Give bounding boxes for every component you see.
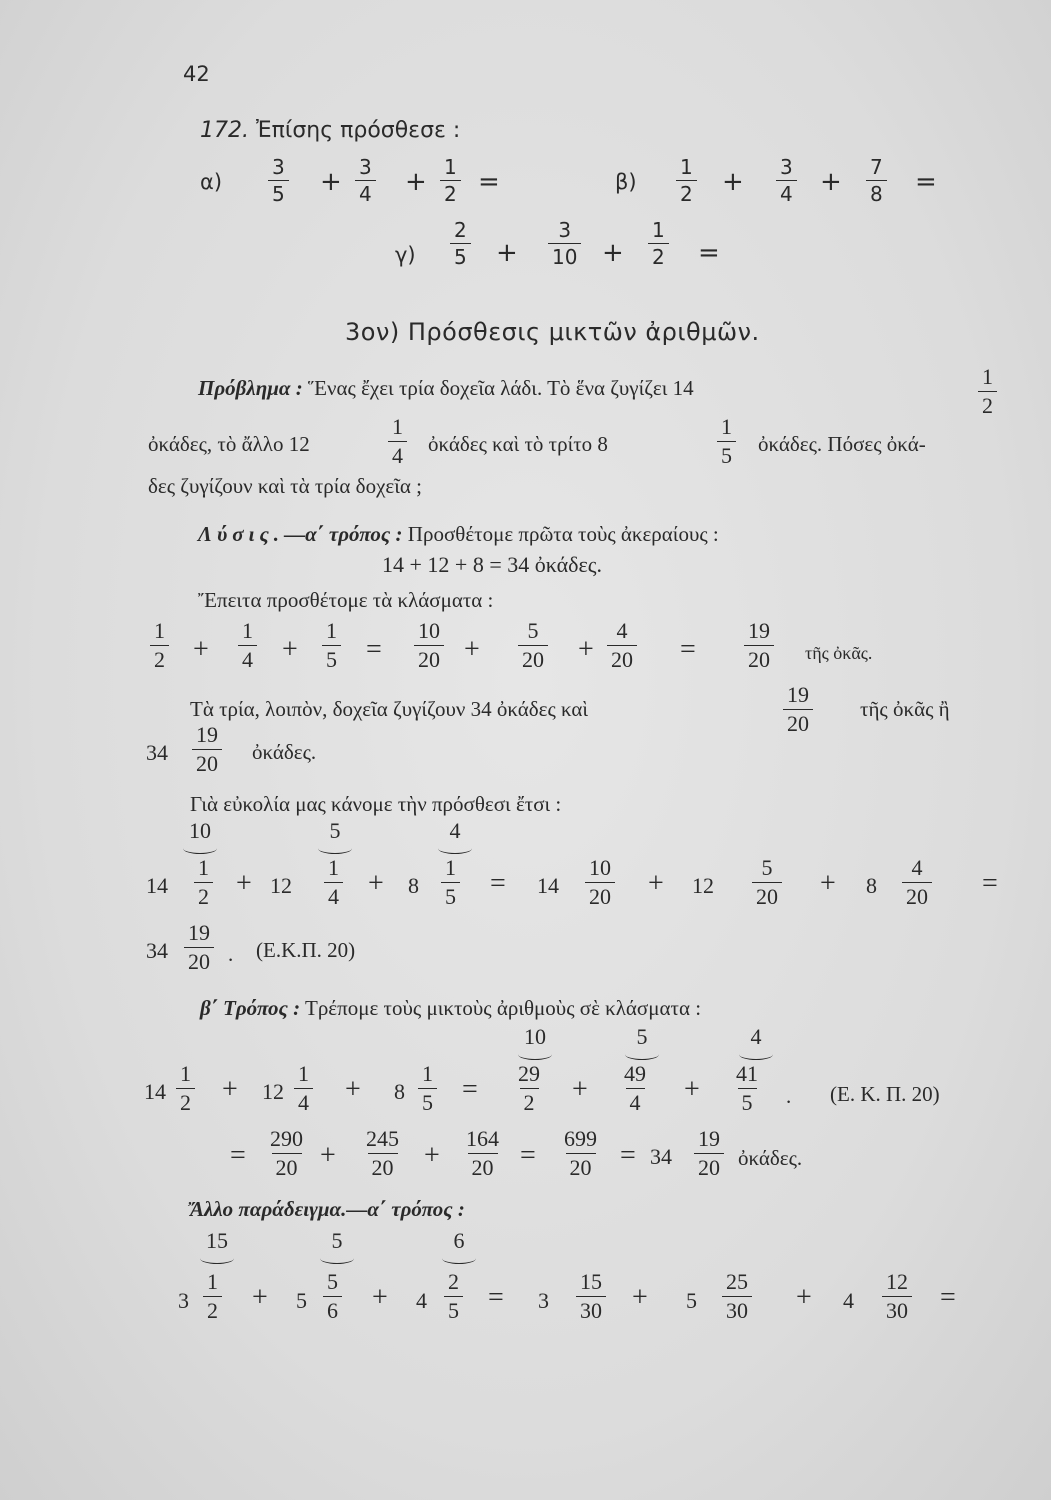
plus: + [222, 1074, 238, 1105]
problem-line-2b: ὀκάδες καὶ τὸ τρίτο 8 [428, 432, 608, 456]
lcd-multiplier: 15 [200, 1230, 234, 1264]
section-title: 3ον) Πρόσθεσις μικτῶν ἀριθμῶν. [345, 318, 760, 346]
plus: + [252, 1282, 268, 1313]
fraction: 1 2 [676, 157, 697, 204]
equals: = [478, 167, 500, 197]
whole: 12 [692, 873, 714, 898]
other-example-header [190, 1197, 465, 1222]
fraction: 10 20 [414, 620, 444, 671]
plus: + [405, 167, 427, 197]
fraction: 49 4 [624, 1061, 646, 1115]
fraction: 19 20 [783, 684, 813, 735]
fraction: 1 2 [194, 857, 213, 908]
label-c: γ) [395, 243, 416, 267]
equals: = [698, 238, 720, 268]
plus: + [648, 868, 664, 899]
fraction: 245 20 [366, 1126, 399, 1180]
plus: + [572, 1074, 588, 1105]
fraction: 290 20 [270, 1126, 303, 1180]
plus: + [496, 238, 518, 268]
whole: 4 [416, 1288, 427, 1313]
fraction: 10 20 [585, 857, 615, 908]
lcd-multiplier: 4 [438, 820, 472, 854]
fraction: 15 30 [576, 1271, 606, 1322]
whole: 8 [408, 873, 419, 898]
brace-icon [442, 1253, 476, 1264]
solution-label: Λύσις. [198, 522, 285, 546]
whole: 4 [843, 1288, 854, 1313]
unit-label: ὀκάδες. [738, 1146, 803, 1170]
plus: + [424, 1140, 440, 1171]
sum-integers: 14 + 12 + 8 = 34 ὀκάδες. [382, 552, 602, 577]
equals: = [982, 868, 998, 899]
other-label: Ἄλλο παράδειγμα. [190, 1197, 347, 1221]
equals: = [230, 1140, 246, 1171]
result-line-1: Τὰ τρία, λοιπὸν, δοχεῖα ζυγίζουν 34 ὀκάδες καὶ [190, 697, 589, 721]
plus: + [372, 1282, 388, 1313]
lcd-multiplier: 4 [739, 1026, 773, 1060]
problem-line-2a: ὀκάδες, τὸ ἄλλο 12 [148, 432, 310, 456]
brace-icon [320, 1253, 354, 1264]
lcd-multiplier: 6 [442, 1230, 476, 1264]
way1-label: —α΄ τρόπος : [284, 522, 403, 546]
brace-icon [318, 843, 352, 854]
book-page: 42 172. Ἐπίσης πρόσθεσε : α) 3 5 + 3 4 + 1 2 = β) 1 2 + 3 4 + 7 8 = γ) 2 5 + 3 10 + 1 2 = 3ον) Πρόσθεσις μικτῶν ἀριθμῶν. Πρόβλημα : Ἕνας ἔχει τρία δοχεῖα λάδι. Τὸ ἕνα ζυγίζει 14 1 2 ὀκάδες, τὸ ἄλλο 12 1 4 ὀκάδες καὶ τὸ τρίτο 8 1 5 ὀκάδες. Πόσες ὀκά- δες ζυγίζουν καὶ τὰ τρία δοχεῖα ; Λύσις.—α΄ τρόπος : Προσθέτομε πρῶτα τοὺς ἀκεραίους : 14 + 12 + 8 = 34 ὀκάδες. Ἔπειτα προσθέτομε τὰ κλάσματα : 1 2 + 1 4 + 1 5 = 10 20 + 5 20 + 4 20 = 19 20 τῆς ὀκᾶς. Τὰ τρία, λοιπὸν, δοχεῖα ζυγίζουν 34 ὀκάδες καὶ 19 20 τῆς ὀκᾶς ἢ 34 19 20 ὀκάδες. Γιὰ εὐκολία μας κάνομε τὴν πρόσθεσι ἔτσι : 10 5 4 14 1 2 + 12 1 4 + 8 1 5 = 14 10 20 + 12 5 20 + 8 4 20 = 34 19 20 . (Ε.Κ.Π. 20) β΄ Τρόπος : Τρέπομε τοὺς μικτοὺς ἀριθμοὺς σὲ κλάσματα : 10 5 4 14 1 2 + 12 1 4 + 8 1 5 = 29 2 + 49 4 + 41 5 . (Ε. Κ. Π. 20) = 290 20 + 245 20 + 164 20 = 699 20 = 34 19 20 ὀκάδες. Ἄλλο παράδειγμα.—α΄ τρόπος : 15 5 6 3 1 2 + 5 5 6 + 4 2 5 = 3 15 30 + 5 25 30 + 4 12 30 = [0, 0, 1051, 1500]
plus: + [796, 1282, 812, 1313]
label-a: α) [200, 170, 223, 194]
lcd-note: (Ε. Κ. Π. 20) [830, 1082, 940, 1106]
exercise-text: Ἐπίσης πρόσθεσε : [255, 118, 461, 143]
equals: = [462, 1074, 478, 1105]
whole: 14 [144, 1079, 166, 1104]
lcd-multiplier: 10 [183, 820, 217, 854]
plus: + [345, 1074, 361, 1105]
result-whole: 34 [146, 938, 168, 963]
fraction: 5 6 [323, 1271, 342, 1322]
brace-icon [518, 1049, 552, 1060]
way2-label: β΄ Τρόπος : [200, 996, 301, 1020]
fraction: 1 4 [324, 857, 343, 908]
fraction: 25 30 [722, 1271, 752, 1322]
fraction: 1 5 [441, 857, 460, 908]
plus: + [684, 1074, 700, 1105]
whole: 8 [394, 1079, 405, 1104]
exercise-172 [200, 118, 460, 143]
whole: 14 [146, 873, 168, 898]
whole: 12 [270, 873, 292, 898]
other-way-label: —α΄ τρόπος : [346, 1197, 465, 1221]
fraction: 1 2 [150, 620, 169, 671]
problem-text: Ἕνας ἔχει τρία δοχεῖα λάδι. Τὸ ἕνα ζυγίζει 14 [308, 376, 694, 400]
brace-icon [625, 1049, 659, 1060]
fraction: 2 5 [450, 220, 471, 267]
fraction: 1 2 [648, 220, 669, 267]
whole: 8 [866, 873, 877, 898]
fraction: 7 8 [866, 157, 887, 204]
equals: = [490, 868, 506, 899]
plus: + [368, 868, 384, 899]
fraction: 1 2 [176, 1063, 195, 1114]
whole: 12 [262, 1079, 284, 1104]
way2-text: Τρέπομε τοὺς μικτοὺς ἀριθμοὺς σὲ κλάσματα : [305, 996, 702, 1020]
page-number: 42 [183, 62, 210, 86]
brace-icon [200, 1253, 234, 1264]
lcd-multiplier: 5 [320, 1230, 354, 1264]
fraction: 1 4 [294, 1063, 313, 1114]
fraction: 1 5 [322, 620, 341, 671]
whole: 3 [538, 1288, 549, 1313]
whole: 14 [537, 873, 559, 898]
fraction: 29 2 [518, 1061, 540, 1115]
equals: = [488, 1282, 504, 1313]
fraction: 4 20 [607, 620, 637, 671]
equals: = [620, 1140, 636, 1171]
label-b: β) [615, 170, 637, 194]
plus: + [193, 634, 209, 665]
problem-line-2c: ὀκάδες. Πόσες ὀκά- [758, 432, 926, 456]
brace-icon [438, 843, 472, 854]
plus: + [602, 238, 624, 268]
fraction: 699 20 [564, 1126, 597, 1180]
fraction: 1 5 [717, 416, 736, 467]
brace-icon [739, 1049, 773, 1060]
fraction: 1 4 [238, 620, 257, 671]
fraction: 3 4 [776, 157, 797, 204]
result-line-2b: ὀκάδες. [252, 740, 317, 764]
whole: 5 [296, 1288, 307, 1313]
plus: + [236, 868, 252, 899]
fraction: 164 20 [466, 1126, 499, 1180]
problem-label: Πρόβλημα : [198, 376, 303, 400]
plus: + [820, 868, 836, 899]
problem-line-3: δες ζυγίζουν καὶ τὰ τρία δοχεῖα ; [148, 474, 422, 498]
fraction: 3 5 [268, 157, 289, 204]
plus: + [632, 1282, 648, 1313]
equals: = [366, 634, 382, 665]
brace-icon [183, 843, 217, 854]
equals: = [520, 1140, 536, 1171]
equals: = [680, 634, 696, 665]
fraction: 1 2 [978, 366, 997, 417]
then-text: Ἔπειτα προσθέτομε τὰ κλάσματα : [198, 588, 494, 612]
result-whole: 34 [146, 740, 168, 765]
way2-header [200, 996, 701, 1021]
fraction: 3 4 [355, 157, 376, 204]
equals: = [915, 167, 937, 197]
fraction: 5 20 [518, 620, 548, 671]
fraction: 3 10 [548, 220, 581, 267]
fraction: 19 20 [694, 1128, 724, 1179]
lcd-multiplier: 5 [318, 820, 352, 854]
solution-header [198, 522, 719, 547]
fraction: 4 20 [902, 857, 932, 908]
plus: + [722, 167, 744, 197]
fraction: 12 30 [882, 1271, 912, 1322]
fraction: 41 5 [736, 1061, 758, 1115]
exercise-number: 172. [200, 118, 249, 143]
unit-label: τῆς ὀκᾶς. [805, 643, 873, 663]
whole: 34 [650, 1144, 672, 1169]
fraction: 1 2 [203, 1271, 222, 1322]
fraction: 19 20 [744, 620, 774, 671]
fraction: 1 2 [440, 157, 461, 204]
lcd-multiplier: 5 [625, 1026, 659, 1060]
whole: 3 [178, 1288, 189, 1313]
lcd-note: (Ε.Κ.Π. 20) [256, 938, 356, 962]
problem-line-1 [198, 376, 694, 401]
lcd-multiplier: 10 [518, 1026, 552, 1060]
fraction: 5 20 [752, 857, 782, 908]
plus: + [464, 634, 480, 665]
fraction: 19 20 [184, 922, 214, 973]
way1-text: Προσθέτομε πρῶτα τοὺς ἀκεραίους : [407, 522, 719, 546]
fraction: 1 4 [388, 416, 407, 467]
whole: 5 [686, 1288, 697, 1313]
fraction: 19 20 [192, 724, 222, 775]
fraction: 1 5 [418, 1063, 437, 1114]
fraction: 2 5 [444, 1271, 463, 1322]
equals: = [940, 1282, 956, 1313]
plus: + [820, 167, 842, 197]
result-line-1b: τῆς ὀκᾶς ἢ [860, 697, 950, 721]
plus: + [320, 167, 342, 197]
plus: + [320, 1140, 336, 1171]
plus: + [578, 634, 594, 665]
easy-text: Γιὰ εὐκολία μας κάνομε τὴν πρόσθεσι ἔτσι : [190, 792, 562, 816]
plus: + [282, 634, 298, 665]
